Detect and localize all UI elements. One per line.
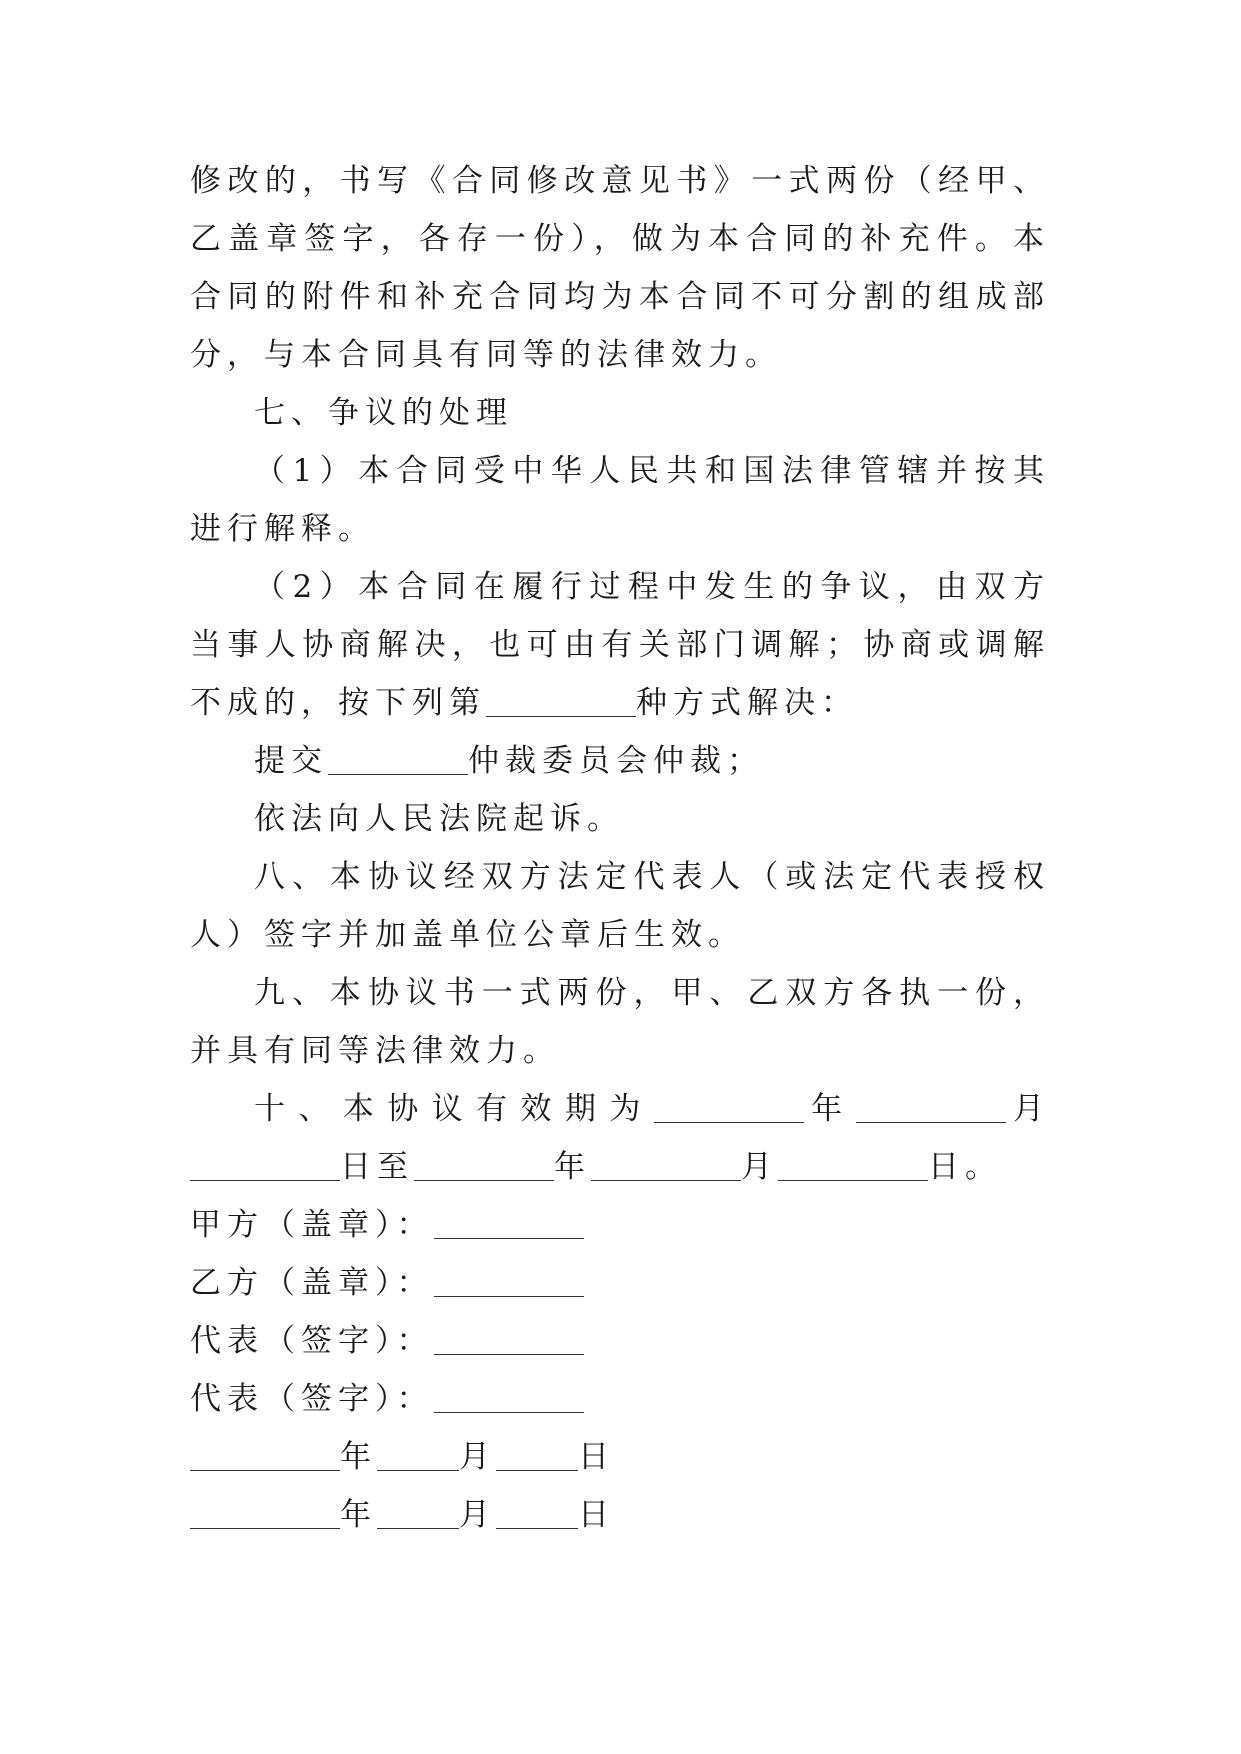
section-9: 九、本协议书一式两份，甲、乙双方各执一份，并具有同等法律效力。 [190,975,1050,1069]
blank-start-month [856,1092,1006,1123]
date-2-day-label: 日 [578,1497,615,1533]
date-line-2 [190,1486,1050,1544]
signature-rep-1-label: 代表（签字）： [190,1323,434,1359]
signature-rep-1 [190,1312,1050,1370]
blank-date-1-day [496,1440,578,1471]
date-1-month-label: 月 [459,1439,496,1475]
signature-party-b-label: 乙方（盖章）： [190,1265,434,1301]
blank-method-number [486,686,636,717]
blank-rep-2-signature [434,1382,584,1413]
blank-start-day [190,1150,340,1181]
blank-arbitration-committee [328,744,468,775]
label-month: 月 [1005,1091,1051,1127]
option-arbitration-prefix: 提交 [254,743,328,779]
document-body [190,152,1050,1544]
date-1-year-label: 年 [340,1439,377,1475]
date-line-1 [190,1428,1050,1486]
label-month-2: 月 [741,1149,778,1185]
label-day-end: 日。 [928,1149,1002,1185]
option-court: 依法向人民法院起诉。 [254,801,624,837]
section-7-item-1: （1）本合同受中华人民共和国法律管辖并按其进行解释。 [190,453,1050,547]
blank-party-a-seal [434,1208,584,1239]
label-year: 年 [803,1091,856,1127]
blank-party-b-seal [434,1266,584,1297]
label-day-to: 日至 [340,1149,414,1185]
blank-date-1-year [190,1440,340,1471]
blank-date-1-month [377,1440,459,1471]
signature-rep-2-label: 代表（签字）： [190,1381,434,1417]
blank-end-year [414,1150,554,1181]
blank-rep-1-signature [434,1324,584,1355]
option-arbitration-suffix: 仲裁委员会仲裁； [468,743,764,779]
blank-date-2-year [190,1498,340,1529]
signature-party-a [190,1196,1050,1254]
section-8: 八、本协议经双方法定代表人（或法定代表授权人）签字并加盖单位公章后生效。 [190,859,1050,953]
label-year-2: 年 [554,1149,591,1185]
signature-party-a-label: 甲方（盖章）： [190,1207,434,1243]
paragraph-contract-modification: 修改的，书写《合同修改意见书》一式两份（经甲、乙盖章签字，各存一份），做为本合同的补充件。本合同的附件和补充合同均为本合同不可分割的组成部分，与本合同具有同等的法律效力。 [190,163,1050,373]
blank-end-month [591,1150,741,1181]
signature-party-b [190,1254,1050,1312]
date-1-day-label: 日 [578,1439,615,1475]
section-7-title: 七、争议的处理 [254,395,513,431]
section-7-item-2-suffix: 种方式解决： [636,685,858,721]
section-10-prefix: 十、本协议有效期为 [254,1091,654,1127]
blank-start-year [654,1092,804,1123]
blank-date-2-month [377,1498,459,1529]
date-2-month-label: 月 [459,1497,496,1533]
section-7-item-2-text: （2）本合同在履行过程中发生的争议，由双方当事人协商解决，也可由有关部门调解；协商或调解不成的，按下列第 [190,569,1050,721]
section-10 [190,1080,1050,1196]
blank-end-day [778,1150,928,1181]
date-2-year-label: 年 [340,1497,377,1533]
section-7-item-2 [190,558,1050,732]
blank-date-2-day [496,1498,578,1529]
option-arbitration [190,732,1050,790]
signature-rep-2 [190,1370,1050,1428]
